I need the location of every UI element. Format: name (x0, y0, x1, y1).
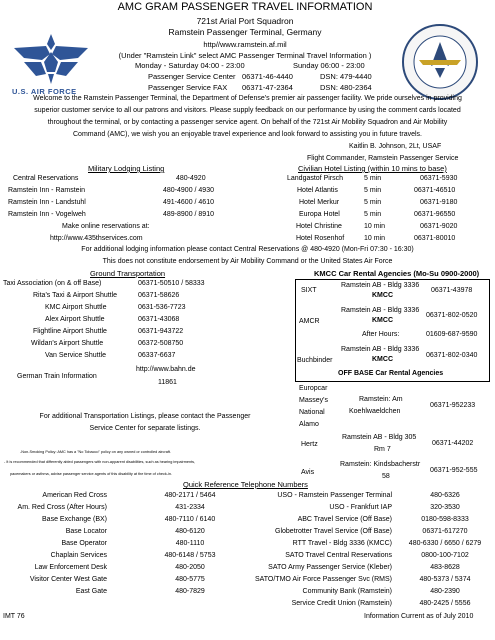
link-note: (Under "Ramstein Link" select AMC Passenger Terminal Travel Information ) (118, 51, 372, 60)
rental-location-sub: Koehlwaeldchen (349, 408, 401, 415)
signature-title: Flight Commander, Ramstein Passenger Service (307, 155, 459, 162)
welcome-line-2: superior customer service to all our patrons and visitors. Please supply feedback on our performance by using the comment cards located (34, 107, 461, 114)
list-item: Europa Hotel (299, 211, 340, 218)
rental-agency: SIXT (301, 287, 317, 294)
list-item: Ramstein Inn - Vogelweh (8, 211, 86, 218)
table-border (489, 279, 490, 382)
list-item-phone: 06371-5930 (420, 175, 458, 182)
rental-agency: Hertz (301, 441, 318, 448)
list-item: East Gate (75, 588, 107, 595)
rental-phone: 01609-687-9590 (426, 331, 478, 338)
rental-location: After Hours: (362, 331, 400, 338)
list-item-phone: 480-2171 / 5464 (164, 492, 216, 499)
list-item: Base Operator (61, 540, 107, 547)
list-item: Am. Red Cross (After Hours) (17, 504, 107, 511)
list-item: Visitor Center West Gate (29, 576, 107, 583)
quick-ref-heading: Quick Reference Telephone Numbers (183, 480, 308, 489)
list-item-time: 10 min (364, 235, 386, 242)
psc-phone: 06371-46-4440 (242, 72, 293, 81)
rental-location: Ramstein AB - Bldg 3336 (341, 307, 420, 314)
rental-phone: 06371-952233 (430, 402, 476, 409)
list-item-phone: 480-6148 / 5753 (164, 552, 216, 559)
amc-emblem-icon (397, 22, 483, 102)
list-item: ABC Travel Service (Off Base) (297, 516, 392, 523)
list-item: Hotel Merkur (299, 199, 340, 206)
list-item-phone: 480-4920 (176, 175, 206, 182)
rental-location-sub: KMCC (372, 292, 393, 299)
rental-phone: 06371-44202 (432, 440, 474, 447)
list-item: USO - Ramstein Passenger Terminal (277, 492, 392, 499)
rental-phone: 06371-43978 (431, 287, 473, 294)
list-item: American Red Cross (42, 492, 107, 499)
list-item-phone: 06371-46510 (414, 187, 456, 194)
list-item-phone: 320-3530 (430, 504, 460, 511)
list-item-phone: 06337-6637 (138, 352, 176, 359)
rental-agency: Massey's (299, 397, 328, 404)
list-item: Central Reservations (13, 175, 79, 182)
list-item: Van Service Shuttle (45, 352, 106, 359)
list-item: Rita's Taxi & Airport Shuttle (33, 292, 118, 299)
list-item: SATO Travel Central Reservations (285, 552, 392, 559)
hours-weekday: Monday - Saturday 04:00 - 23:00 (135, 61, 245, 70)
list-item-phone: 06371-9180 (420, 199, 458, 206)
list-item: Wildan's Airport Shuttle (31, 340, 104, 347)
online-label: Make online reservations at: (62, 223, 150, 230)
fax-phone: 06371-47-2364 (242, 83, 293, 92)
rental-location: Ramstein AB - Bldg 305 (342, 434, 417, 441)
list-item-phone: 480-6326 (430, 492, 460, 499)
list-item-phone: 483-8628 (430, 564, 460, 571)
list-item: Taxi Association (on & off Base) (3, 280, 102, 287)
list-item-phone: 480-6120 (175, 528, 205, 535)
rental-location-sub: KMCC (372, 317, 393, 324)
military-lodging-heading: Military Lodging Listing (88, 164, 165, 173)
table-border (295, 279, 490, 280)
terminal-url[interactable]: http//www.ramstein.af.mil (203, 40, 287, 49)
list-item-phone: 0800-100-7102 (421, 552, 469, 559)
list-item-phone: 480-2050 (175, 564, 205, 571)
transport-additional-2: Service Center for separate listings. (89, 425, 201, 432)
rental-location: Ramstein AB - Bldg 3336 (341, 346, 420, 353)
rental-agency: Europcar (299, 385, 328, 392)
usaf-logo (8, 30, 94, 100)
psc-dsn: DSN: 479-4440 (320, 72, 372, 81)
list-item-phone: 431-2334 (175, 504, 205, 511)
rental-agency: Alamo (299, 421, 319, 428)
fax-label: Passenger Service FAX (148, 83, 228, 92)
list-item: Service Credit Union (Ramstein) (291, 600, 392, 607)
welcome-line-3: throughout the terminal, or by contacting a passenger service agent. On behalf of the 721st Air Mobility Squadron and Air Mobility (47, 119, 448, 126)
rental-phone: 06371-802-0340 (426, 352, 478, 359)
form-number: IMT 76 (3, 613, 25, 620)
list-item: Flightline Airport Shuttle (33, 328, 107, 335)
rental-location-sub: KMCC (372, 356, 393, 363)
list-item-phone: 480-1110 (175, 540, 205, 547)
list-item: Community Bank (Ramstein) (302, 588, 392, 595)
rental-location: Ramstein: Am (359, 396, 403, 403)
list-item-time: 5 min (364, 175, 382, 182)
rental-agency: Avis (301, 469, 315, 476)
list-item-phone: 06371-58626 (138, 292, 180, 299)
page-title: AMC GRAM PASSENGER TRAVEL INFORMATION (117, 1, 373, 13)
rental-location: Ramstein: Kindsbacherstr (340, 461, 421, 468)
list-item-phone: 06371-96550 (414, 211, 456, 218)
current-as-of: Information Current as of July 2010 (364, 613, 474, 620)
list-item: RTT Travel - Bldg 3336 (KMCC) (292, 540, 392, 547)
list-item: KMC Airport Shuttle (45, 304, 107, 311)
list-item-time: 5 min (364, 187, 382, 194)
fine-print-2: - It is recommended that differently abled passengers with non-apparent disabilities, such as hearing impairments, (4, 460, 196, 464)
list-item-time: 5 min (364, 199, 382, 206)
list-item-phone: 480-5373 / 5374 (419, 576, 471, 583)
list-item-phone: 480-6330 / 6650 / 6279 (408, 540, 482, 547)
list-item: Alex Airport Shuttle (45, 316, 105, 323)
list-item-phone: 480-7829 (175, 588, 205, 595)
unit-name: 721st Arial Port Squadron (196, 16, 294, 26)
online-url[interactable]: http://www.435thservices.com (50, 235, 143, 242)
rental-agency: AMCR (299, 318, 320, 325)
rental-location-sub: Rm 7 (374, 446, 391, 453)
list-item-phone: 06371-80010 (414, 235, 456, 242)
amc-logo (397, 22, 483, 102)
german-train-phone: 11861 (158, 379, 177, 386)
list-item-phone: 06371-943722 (138, 328, 184, 335)
usaf-caption: U.S. AIR FORCE (12, 87, 77, 96)
rental-agency: National (299, 409, 325, 416)
hours-sunday: Sunday 06:00 - 23:00 (293, 61, 365, 70)
list-item: Ramstein Inn - Landstuhl (8, 199, 86, 206)
list-item-phone: 06371-43068 (138, 316, 180, 323)
off-base-heading: OFF BASE Car Rental Agencies (338, 370, 444, 377)
list-item-phone: 06371-9020 (420, 223, 458, 230)
welcome-line-4: Command (AMC), we wish you an enjoyable travel experience and look forward to assisting you in future travels. (73, 131, 422, 138)
table-border (295, 279, 296, 382)
list-item: Law Enforcement Desk (34, 564, 107, 571)
rental-phone: 06371-802-0520 (426, 312, 478, 319)
rental-agency: Buchbinder (297, 357, 333, 364)
german-train-label: German Train Information (17, 373, 97, 380)
list-item: Base Exchange (BX) (42, 516, 107, 523)
list-item-phone: 0180-598-8333 (421, 516, 469, 523)
list-item: Hotel Atlantis (297, 187, 338, 194)
list-item-phone: 489-8900 / 8910 (163, 211, 214, 218)
list-item: Hotel Christine (296, 223, 342, 230)
list-item: Chaplain Services (50, 552, 107, 559)
list-item: Base Locator (65, 528, 107, 535)
list-item: Ramstein Inn - Ramstein (8, 187, 86, 194)
list-item: Landgastof Pirsch (287, 175, 344, 182)
list-item: SATO Army Passenger Service (Kleber) (268, 564, 392, 571)
fine-print-1: -Non-Smoking Policy: AMC has a "No Tobacco" policy on any owned or controlled aircraft. (20, 450, 171, 454)
list-item-phone: 06371-50510 / 58333 (138, 280, 205, 287)
list-item-phone: 480-2425 / 5556 (419, 600, 471, 607)
rental-location: Ramstein AB - Bldg 3336 (341, 282, 420, 289)
list-item-phone: 06372-508750 (138, 340, 184, 347)
lodging-note-2: This does not constitute endorsement by Air Mobility Command or the United States Air Force (102, 258, 393, 265)
list-item-phone: 491-4600 / 4610 (163, 199, 214, 206)
list-item-time: 5 min (364, 211, 382, 218)
welcome-line-1: Welcome to the Ramstein Passenger Terminal, the Department of Defense's premier air passenger facility. We pride ourselves in providing (33, 95, 462, 102)
lodging-note-1: For additional lodging information please contact Central Reservations @ 480-4920 (Mon-Fri 07:30 - 16:30) (81, 246, 414, 253)
rental-phone: 06371-952-555 (430, 467, 478, 474)
transport-additional-1: For additional Transportation Listings, please contact the Passenger (39, 413, 251, 420)
car-rental-heading: KMCC Car Rental Agencies (Mo-Su 0900-2000) (314, 269, 480, 278)
list-item-phone: 0631-536-7723 (138, 304, 186, 311)
terminal-name: Ramstein Passenger Terminal, Germany (168, 27, 322, 37)
list-item-phone: 06371-617270 (422, 528, 468, 535)
ground-heading: Ground Transportation (90, 269, 166, 278)
german-train-url[interactable]: http://www.bahn.de (136, 366, 196, 373)
rental-location-sub: 58 (382, 473, 390, 480)
list-item-time: 10 min (364, 223, 386, 230)
signature-name: Kaitlin B. Johnson, 2Lt, USAF (349, 143, 442, 150)
list-item-phone: 480-5775 (175, 576, 205, 583)
list-item-phone: 480-2390 (430, 588, 460, 595)
list-item-phone: 480-7110 / 6140 (164, 516, 216, 523)
list-item: Hotel Rosenhof (296, 235, 345, 242)
psc-label: Passenger Service Center (148, 72, 236, 81)
table-border (295, 381, 490, 382)
list-item: Globetrotter Travel Service (Off Base) (275, 528, 392, 535)
list-item: SATO/TMO Air Force Passenger Svc (RMS) (254, 576, 392, 583)
civilian-hotel-heading: Civilian Hotel Listing (within 10 mins to base) (298, 164, 447, 173)
list-item: USO - Frankfurt IAP (329, 504, 392, 511)
fax-dsn: DSN: 480-2364 (320, 83, 372, 92)
fine-print-3: pacemakers or asthma, advise passenger service agents of this disability at the time of check-in. (10, 472, 173, 476)
list-item-phone: 480-4900 / 4930 (163, 187, 214, 194)
